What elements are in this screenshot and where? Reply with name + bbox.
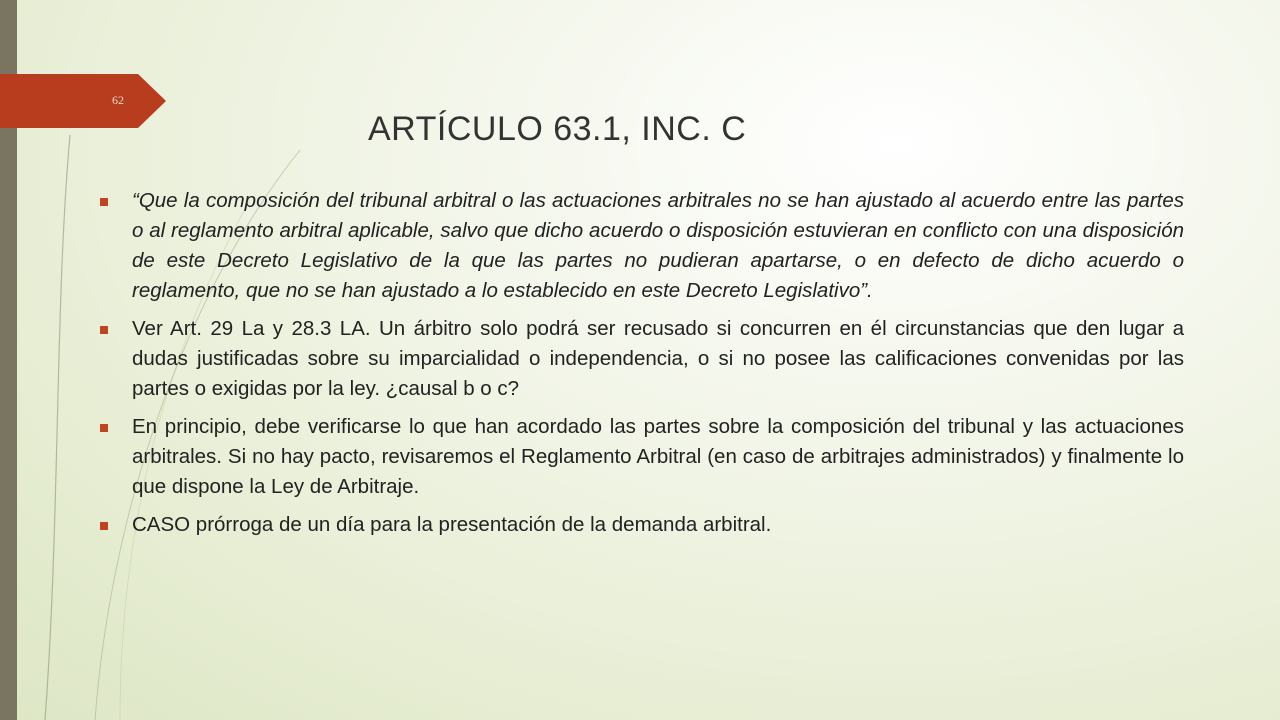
bullet-text: CASO prórroga de un día para la presentación de la demanda arbitral.	[132, 513, 772, 536]
bullet-list	[100, 186, 1184, 548]
bullet-item	[100, 412, 1184, 502]
bullet-text: “Que la composición del tribunal arbitral o las actuaciones arbitrales no se han ajustado al acuerdo entre las partes o al reglamento arbitral aplicable, salvo que dicho acuerdo o disposición estuvieran en conflicto con una disposición de este Decreto Legislativo de la que las partes no pudieran apartarse, o en defecto de dicho acuerdo o reglamento, que no se han ajustado a lo establecido en este Decreto Legislativo”.	[132, 189, 1184, 302]
bullet-text: Ver Art. 29 La y 28.3 LA. Un árbitro solo podrá ser recusado si concurren en él circunstancias que den lugar a dudas justificadas sobre su imparcialidad o independencia, o si no posee las calificaciones convenidas por las partes o exigidas por la ley. ¿causal b o c?	[132, 317, 1184, 400]
square-bullet-icon	[100, 198, 108, 206]
square-bullet-icon	[100, 424, 108, 432]
bullet-text: En principio, debe verificarse lo que han acordado las partes sobre la composición del tribunal y las actuaciones arbitrales. Si no hay pacto, revisaremos el Reglamento Arbitral (en caso de arbitrajes administrados) y finalmente lo que dispone la Ley de Arbitraje.	[132, 415, 1184, 498]
square-bullet-icon	[100, 326, 108, 334]
bullet-item	[100, 314, 1184, 404]
bullet-item	[100, 186, 1184, 306]
slide-number: 62	[112, 93, 124, 107]
bullet-item	[100, 510, 1184, 540]
slide-title: ARTÍCULO 63.1, INC. C	[368, 110, 747, 148]
square-bullet-icon	[100, 522, 108, 530]
slide-number-tab	[0, 74, 166, 128]
